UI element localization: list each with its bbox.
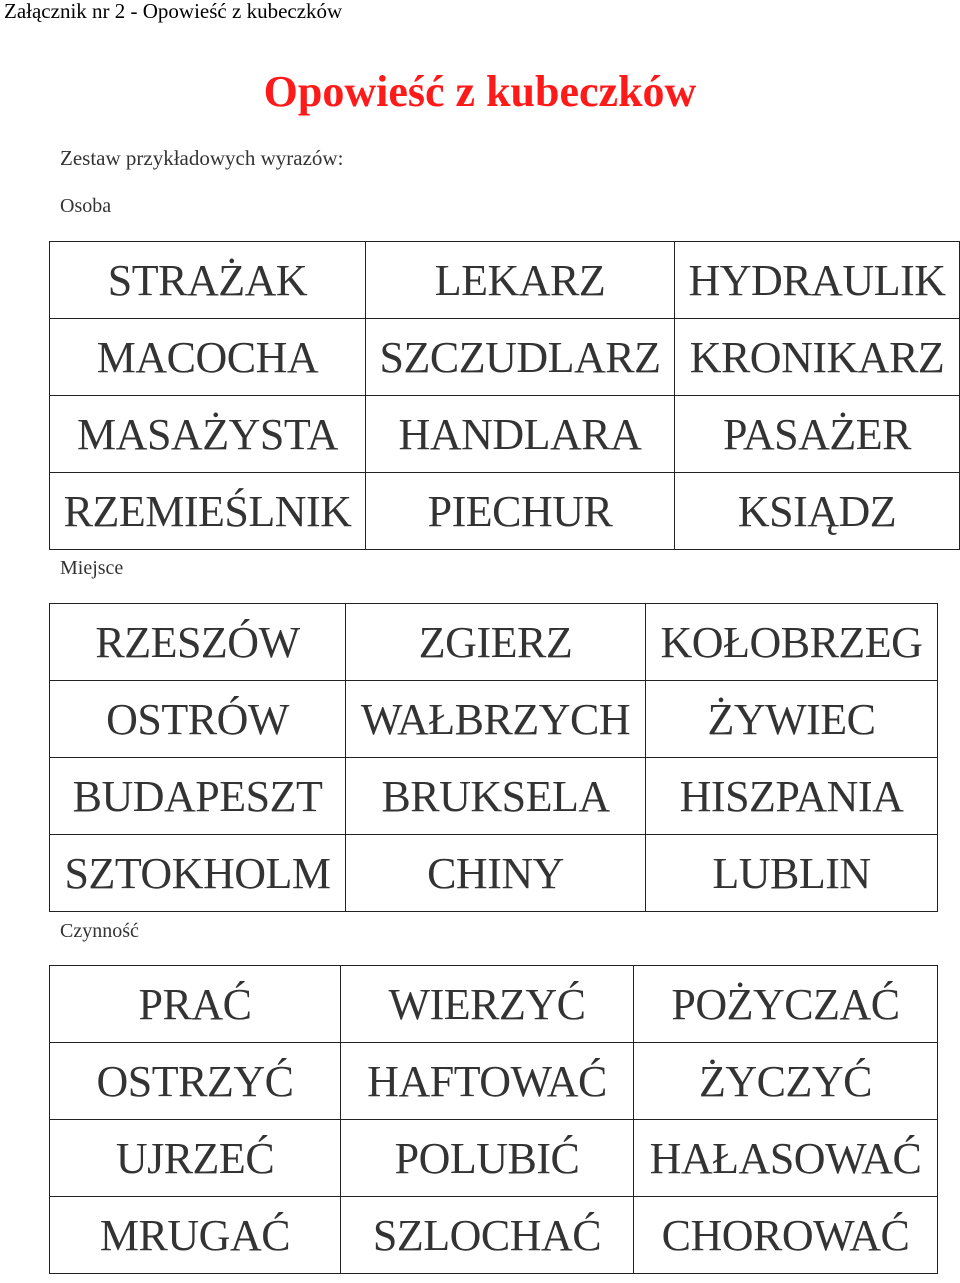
word-cell: WIERZYĆ	[341, 966, 634, 1043]
word-cell: PASAŻER	[675, 396, 960, 473]
word-cell: ŻYCZYĆ	[634, 1043, 938, 1120]
table-row	[50, 396, 960, 473]
word-cell: MRUGAĆ	[50, 1197, 341, 1274]
word-table-czynnosc	[49, 965, 938, 1274]
word-cell: CHOROWAĆ	[634, 1197, 938, 1274]
word-cell: MACOCHA	[50, 319, 366, 396]
word-cell: ŻYWIEC	[646, 681, 938, 758]
word-cell: POLUBIĆ	[341, 1120, 634, 1197]
section-label-czynnosc: Czynność	[60, 920, 139, 942]
word-cell: SZTOKHOLM	[50, 835, 346, 912]
word-cell: UJRZEĆ	[50, 1120, 341, 1197]
table-row	[50, 473, 960, 550]
section-label-osoba: Osoba	[60, 195, 112, 217]
table-row	[50, 681, 938, 758]
word-cell: PRAĆ	[50, 966, 341, 1043]
table-row	[50, 966, 938, 1043]
intro-text: Zestaw przykładowych wyrazów:	[60, 146, 344, 170]
word-cell: HYDRAULIK	[675, 242, 960, 319]
word-cell: SZCZUDLARZ	[366, 319, 675, 396]
word-cell: SZLOCHAĆ	[341, 1197, 634, 1274]
word-cell: LEKARZ	[366, 242, 675, 319]
word-cell: LUBLIN	[646, 835, 938, 912]
word-cell: STRAŻAK	[50, 242, 366, 319]
word-cell: HAŁASOWAĆ	[634, 1120, 938, 1197]
word-cell: RZESZÓW	[50, 604, 346, 681]
word-cell: ZGIERZ	[346, 604, 646, 681]
table-row	[50, 1197, 938, 1274]
word-cell: PIECHUR	[366, 473, 675, 550]
word-cell: CHINY	[346, 835, 646, 912]
word-cell: HAFTOWAĆ	[341, 1043, 634, 1120]
table-row	[50, 835, 938, 912]
word-cell: KOŁOBRZEG	[646, 604, 938, 681]
word-cell: POŻYCZAĆ	[634, 966, 938, 1043]
word-cell: RZEMIEŚLNIK	[50, 473, 366, 550]
word-cell: HANDLARA	[366, 396, 675, 473]
table-row	[50, 319, 960, 396]
section-label-miejsce: Miejsce	[60, 557, 124, 579]
table-row	[50, 758, 938, 835]
document-title: Opowieść z kubeczków	[263, 67, 697, 116]
word-cell: MASAŻYSTA	[50, 396, 366, 473]
word-cell: OSTRÓW	[50, 681, 346, 758]
word-cell: HISZPANIA	[646, 758, 938, 835]
word-cell: BUDAPESZT	[50, 758, 346, 835]
table-row	[50, 1120, 938, 1197]
word-table-osoba	[49, 241, 960, 550]
page-header: Załącznik nr 2 - Opowieść z kubeczków	[4, 0, 343, 23]
word-cell: KSIĄDZ	[675, 473, 960, 550]
word-cell: BRUKSELA	[346, 758, 646, 835]
word-cell: WAŁBRZYCH	[346, 681, 646, 758]
word-cell: OSTRZYĆ	[50, 1043, 341, 1120]
table-row	[50, 242, 960, 319]
word-table-miejsce	[49, 603, 938, 912]
table-row	[50, 1043, 938, 1120]
table-row	[50, 604, 938, 681]
word-cell: KRONIKARZ	[675, 319, 960, 396]
